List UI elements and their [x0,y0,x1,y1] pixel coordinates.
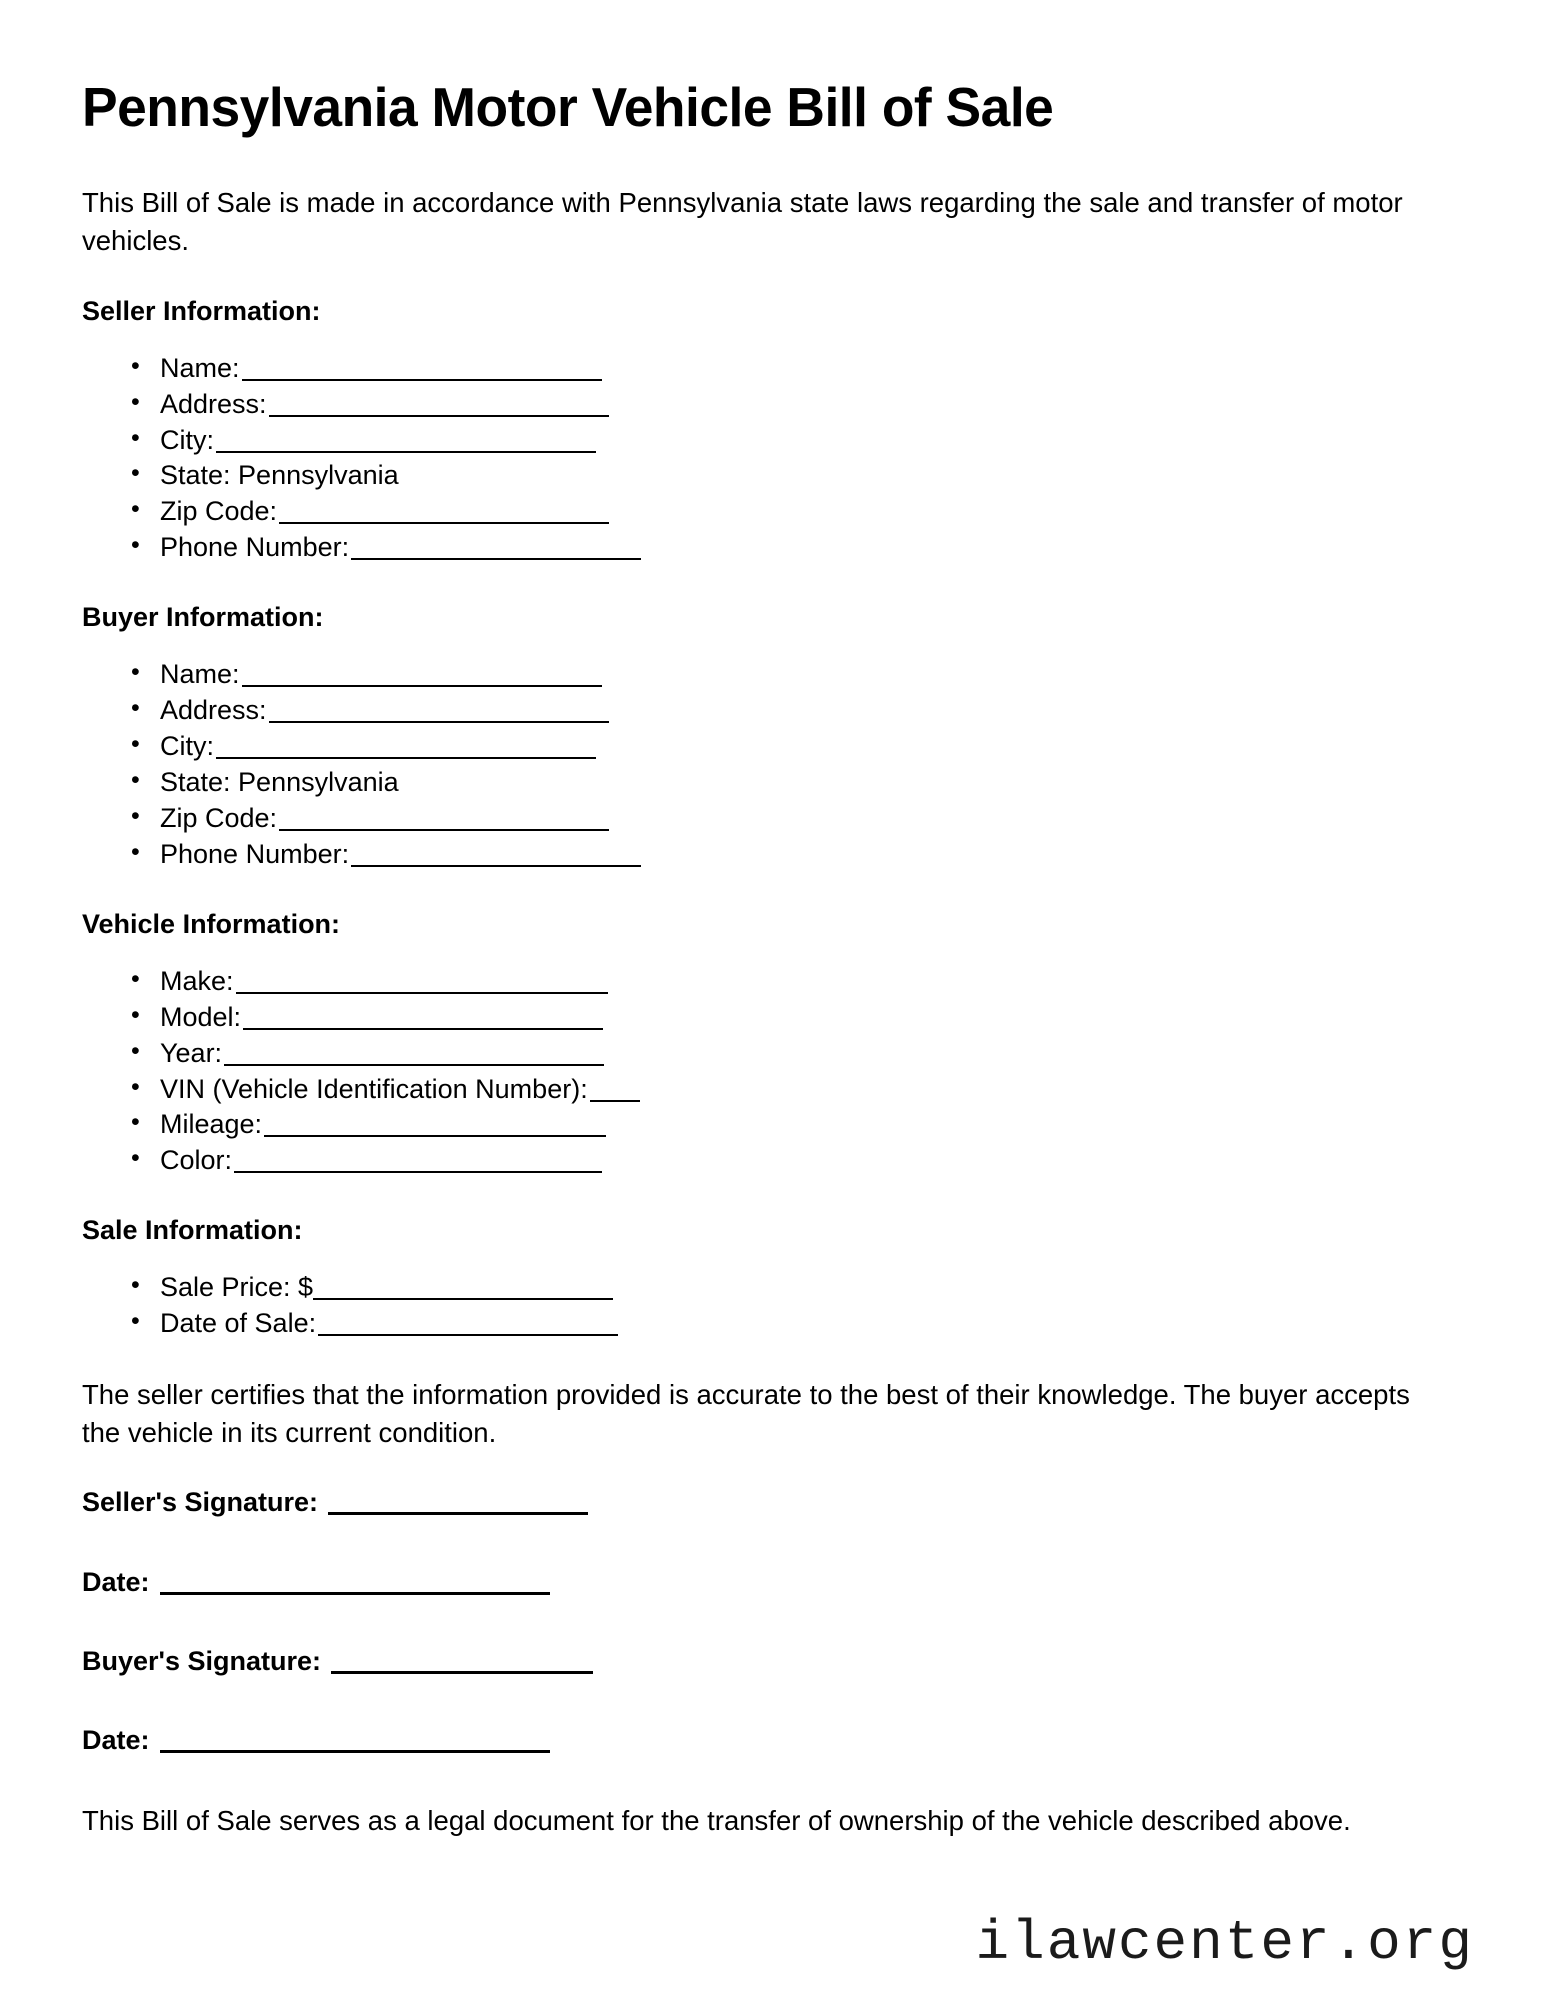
field-blank-line[interactable] [236,973,608,994]
field-row [127,837,1464,873]
field-row [127,1306,1464,1342]
field-label: Make: [160,965,234,996]
field-blank-line[interactable] [269,702,609,723]
field-row [127,1036,1464,1072]
field-blank-line[interactable] [216,432,596,453]
signature-label: Buyer's Signature: [82,1645,321,1676]
sale-fields-list [82,1270,1464,1342]
field-label: Name: [160,659,240,690]
vehicle-fields-list [82,964,1464,1179]
sale-information-heading: Sale Information: [82,1215,303,1246]
field-row [127,423,1464,459]
field-blank-line[interactable] [264,1116,606,1137]
field-row [127,657,1464,693]
certification-paragraph: The seller certifies that the information provided is accurate to the best of their knowledge. The buyer accepts the vehicle in its current condition. [82,1379,1410,1448]
field-row [127,1143,1464,1179]
field-blank-line[interactable] [318,1315,618,1336]
closing-paragraph: This Bill of Sale serves as a legal document for the transfer of ownership of the vehicle described above. [82,1804,1351,1836]
field-row [127,801,1464,837]
field-row [127,1072,1464,1108]
field-label: Date of Sale: [160,1308,317,1339]
site-watermark: ilawcenter.org [975,1911,1474,1975]
field-row [127,1000,1464,1036]
field-row [127,765,1464,801]
page-title: Pennsylvania Motor Vehicle Bill of Sale [82,76,1054,138]
field-row [127,387,1464,423]
signature-row [82,1485,1464,1520]
field-blank-line[interactable] [216,738,596,759]
field-row [127,494,1464,530]
field-row [127,964,1464,1000]
field-label: City: [160,424,214,455]
field-blank-line[interactable] [351,846,641,867]
field-label: Color: [160,1145,233,1176]
field-row [127,693,1464,729]
field-blank-line[interactable] [242,360,602,381]
field-value: Pennsylvania [230,460,399,491]
field-label: VIN (Vehicle Identification Number): [160,1073,588,1104]
field-row [127,458,1464,494]
field-label: Phone Number: [160,532,350,563]
field-blank-line[interactable] [590,1081,640,1102]
field-label: Zip Code: [160,802,278,833]
signature-blank-line[interactable] [160,1730,550,1753]
signature-block [82,1485,1464,1757]
field-blank-line[interactable] [279,810,609,831]
field-blank-line[interactable] [269,396,609,417]
field-blank-line[interactable] [243,1009,603,1030]
field-label: Phone Number: [160,838,350,869]
buyer-fields-list [82,657,1464,872]
seller-information-heading: Seller Information: [82,295,321,326]
field-label: Sale Price: $ [160,1272,314,1303]
field-label: Mileage: [160,1109,263,1140]
signature-row [82,1565,1464,1600]
signature-blank-line[interactable] [328,1492,588,1515]
field-row [127,530,1464,566]
field-label: State: [160,766,231,797]
signature-row [82,1644,1464,1679]
buyer-information-heading: Buyer Information: [82,602,324,633]
field-blank-line[interactable] [351,539,641,560]
intro-paragraph: This Bill of Sale is made in accordance with Pennsylvania state laws regarding the sale and transfer of motor vehicles. [82,187,1403,256]
field-row [127,1270,1464,1306]
field-label: Name: [160,352,240,383]
signature-row [82,1723,1464,1758]
signature-blank-line[interactable] [160,1572,550,1595]
field-blank-line[interactable] [234,1152,602,1173]
seller-fields-list [82,351,1464,566]
vehicle-information-heading: Vehicle Information: [82,908,341,939]
field-blank-line[interactable] [279,503,609,524]
field-blank-line[interactable] [242,666,602,687]
field-value: Pennsylvania [230,766,399,797]
field-label: Address: [160,695,267,726]
signature-blank-line[interactable] [331,1651,593,1674]
field-label: City: [160,731,214,762]
field-row [127,1107,1464,1143]
field-label: Zip Code: [160,496,278,527]
signature-label: Date: [82,1724,150,1755]
field-row [127,351,1464,387]
signature-label: Date: [82,1566,150,1597]
field-label: Year: [160,1037,223,1068]
field-label: Model: [160,1001,242,1032]
field-blank-line[interactable] [224,1045,604,1066]
field-label: State: [160,460,231,491]
signature-label: Seller's Signature: [82,1487,318,1518]
field-row [127,729,1464,765]
field-blank-line[interactable] [313,1279,613,1300]
field-label: Address: [160,388,267,419]
